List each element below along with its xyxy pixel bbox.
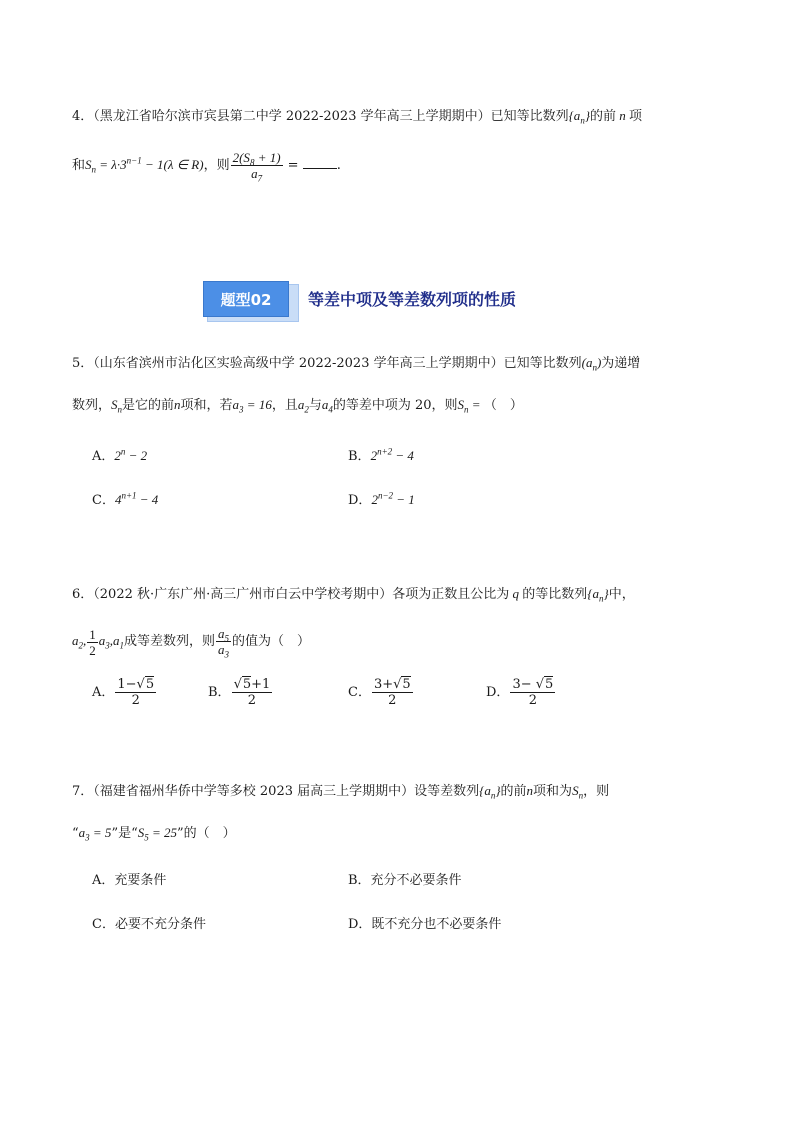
q7-option-c[interactable]: C．必要不充分条件 xyxy=(92,917,206,932)
q5-sn2: $S_n$ = xyxy=(457,397,484,415)
question-4-line2: 和$S_n = \lambda\cdot 3^{n-1} - 1(\lambda$ ∈ R)，则 $\frac{2(S_8 + 1)}{a_7}$ = . xyxy=(72,150,341,184)
question-6-line1 xyxy=(72,584,635,605)
q5-text: （ ） xyxy=(483,398,523,413)
q4-text: 和 xyxy=(72,158,86,173)
question-6-line2 xyxy=(72,626,310,658)
q5-sn: $S_n$ xyxy=(111,397,123,415)
q7-text: 项和为 xyxy=(533,784,573,799)
question-5-line1 xyxy=(72,353,640,374)
option-label: D． xyxy=(486,685,510,700)
q6-option-b[interactable]: B． $\frac{√5+1}{2}$ xyxy=(208,677,271,708)
q5-text: 是它的前 xyxy=(122,398,175,413)
q5-n: n xyxy=(174,397,181,412)
q5-stem: 5．（山东省滨州市沾化区实验高级中学 2022-2023 学年高三上学期期中）已知等比数列 xyxy=(72,356,582,371)
option-label: C． xyxy=(92,493,115,508)
option-label: A． xyxy=(92,685,115,700)
section-title: 等差中项及等差数列项的性质 xyxy=(308,290,517,309)
q5-a3: $a_3 = 16$ xyxy=(232,397,272,415)
q4-text: 的前 xyxy=(590,109,617,124)
q5-text: 项和，若 xyxy=(180,398,233,413)
option-label: C． xyxy=(348,685,371,700)
q4-text: ，则 xyxy=(203,158,230,173)
q7-sn: $S_n$ xyxy=(572,783,584,801)
q7-text: “ xyxy=(72,826,79,841)
section-badge xyxy=(203,281,299,323)
q5-text: 为递增 xyxy=(601,356,641,371)
q5-text: ，且 xyxy=(271,398,298,413)
q7-option-b[interactable]: B．充分不必要条件 xyxy=(348,873,462,888)
question-7-line2 xyxy=(72,823,236,844)
q4-text: . xyxy=(336,158,341,173)
q6-text: 中， xyxy=(608,587,635,602)
q6-option-c[interactable]: C． $\frac{3+√5}{2}$ xyxy=(348,677,411,708)
q5-option-b[interactable]: B．$2^{n+2} - 4$ xyxy=(348,446,414,464)
q6-text: 成等差数列，则 xyxy=(124,634,216,649)
q7-n: n xyxy=(526,783,534,798)
q6-seq: $\{a_n\}$ xyxy=(587,586,609,604)
q4-stem: 4．（黑龙江省哈尔滨市宾县第二中学 2022-2023 学年高三上学期期中）已知等比数列 xyxy=(72,109,569,124)
q5-text: 与 xyxy=(308,398,322,413)
q4-formula: $S_n = \lambda\cdot 3^{n-1} - 1(\lambda$ ∈ R) xyxy=(85,155,204,175)
q5-text: 的等差中项为 20，则 xyxy=(332,398,458,413)
q4-text: 项 xyxy=(629,109,643,124)
q7-seq: $\{a_n\}$ xyxy=(479,783,501,801)
q5-option-c[interactable]: C．$4^{n+1} - 4$ xyxy=(92,490,159,508)
q5-a2: $a_2$ xyxy=(297,397,309,415)
q7-text: 的前 xyxy=(500,784,527,799)
q7-text: ，则 xyxy=(583,784,610,799)
q6-q: q xyxy=(509,586,523,601)
option-label: D． xyxy=(348,493,372,508)
q7-option-d[interactable]: D．既不充分也不必要条件 xyxy=(348,917,502,932)
q5-option-d[interactable]: D．$2^{n-2} - 1$ xyxy=(348,490,415,508)
q7-cond1: $a_3 = 5$ xyxy=(78,825,112,843)
q5-text: 数列， xyxy=(72,398,112,413)
q5-a4: $a_4$ xyxy=(321,397,333,415)
question-7-line1 xyxy=(72,781,609,802)
q7-option-a[interactable]: A．充要条件 xyxy=(92,873,167,888)
q6-stem: 6．（2022 秋·广东广州·高三广州市白云中学校考期中）各项为正数且公比为 xyxy=(72,587,510,602)
q6-text: 的等比数列 xyxy=(522,587,588,602)
option-label: B． xyxy=(348,449,371,464)
q7-cond2: $S_5 = 25$ xyxy=(137,825,178,843)
q5-seq: $(a_n)$ xyxy=(581,355,602,373)
q6-terms: $a_2$, $\frac{1}{2}$ $a_3,a_1$ xyxy=(72,626,124,658)
q4-answer-blank xyxy=(303,156,337,169)
q4-fraction: $\frac{2(S_8 + 1)}{a_7}$ xyxy=(232,150,281,184)
option-label: B． xyxy=(208,685,231,700)
badge-label: 题型02 xyxy=(203,281,289,317)
q4-seq: $\{a_n\}$ xyxy=(568,108,591,126)
option-label: A． xyxy=(92,449,115,464)
q7-text: ”的（ ） xyxy=(177,826,236,841)
q7-text: ”是“ xyxy=(111,826,138,841)
q4-n: n xyxy=(616,108,630,123)
question-4-line1 xyxy=(72,106,642,127)
q6-option-d[interactable]: D． $\frac{3- √5}{2}$ xyxy=(486,677,554,708)
q7-stem: 7．（福建省福州华侨中学等多校 2023 届高三上学期期中）设等差数列 xyxy=(72,784,480,799)
q6-text: 的值为（ ） xyxy=(232,634,311,649)
question-5-line2 xyxy=(72,395,523,416)
q6-option-a[interactable]: A． $\frac{1-√5}{2}$ xyxy=(92,677,155,708)
q6-ratio: $\frac{a_5}{a_3}$ xyxy=(218,626,230,660)
q5-option-a[interactable]: A．$2^n - 2$ xyxy=(92,446,148,464)
